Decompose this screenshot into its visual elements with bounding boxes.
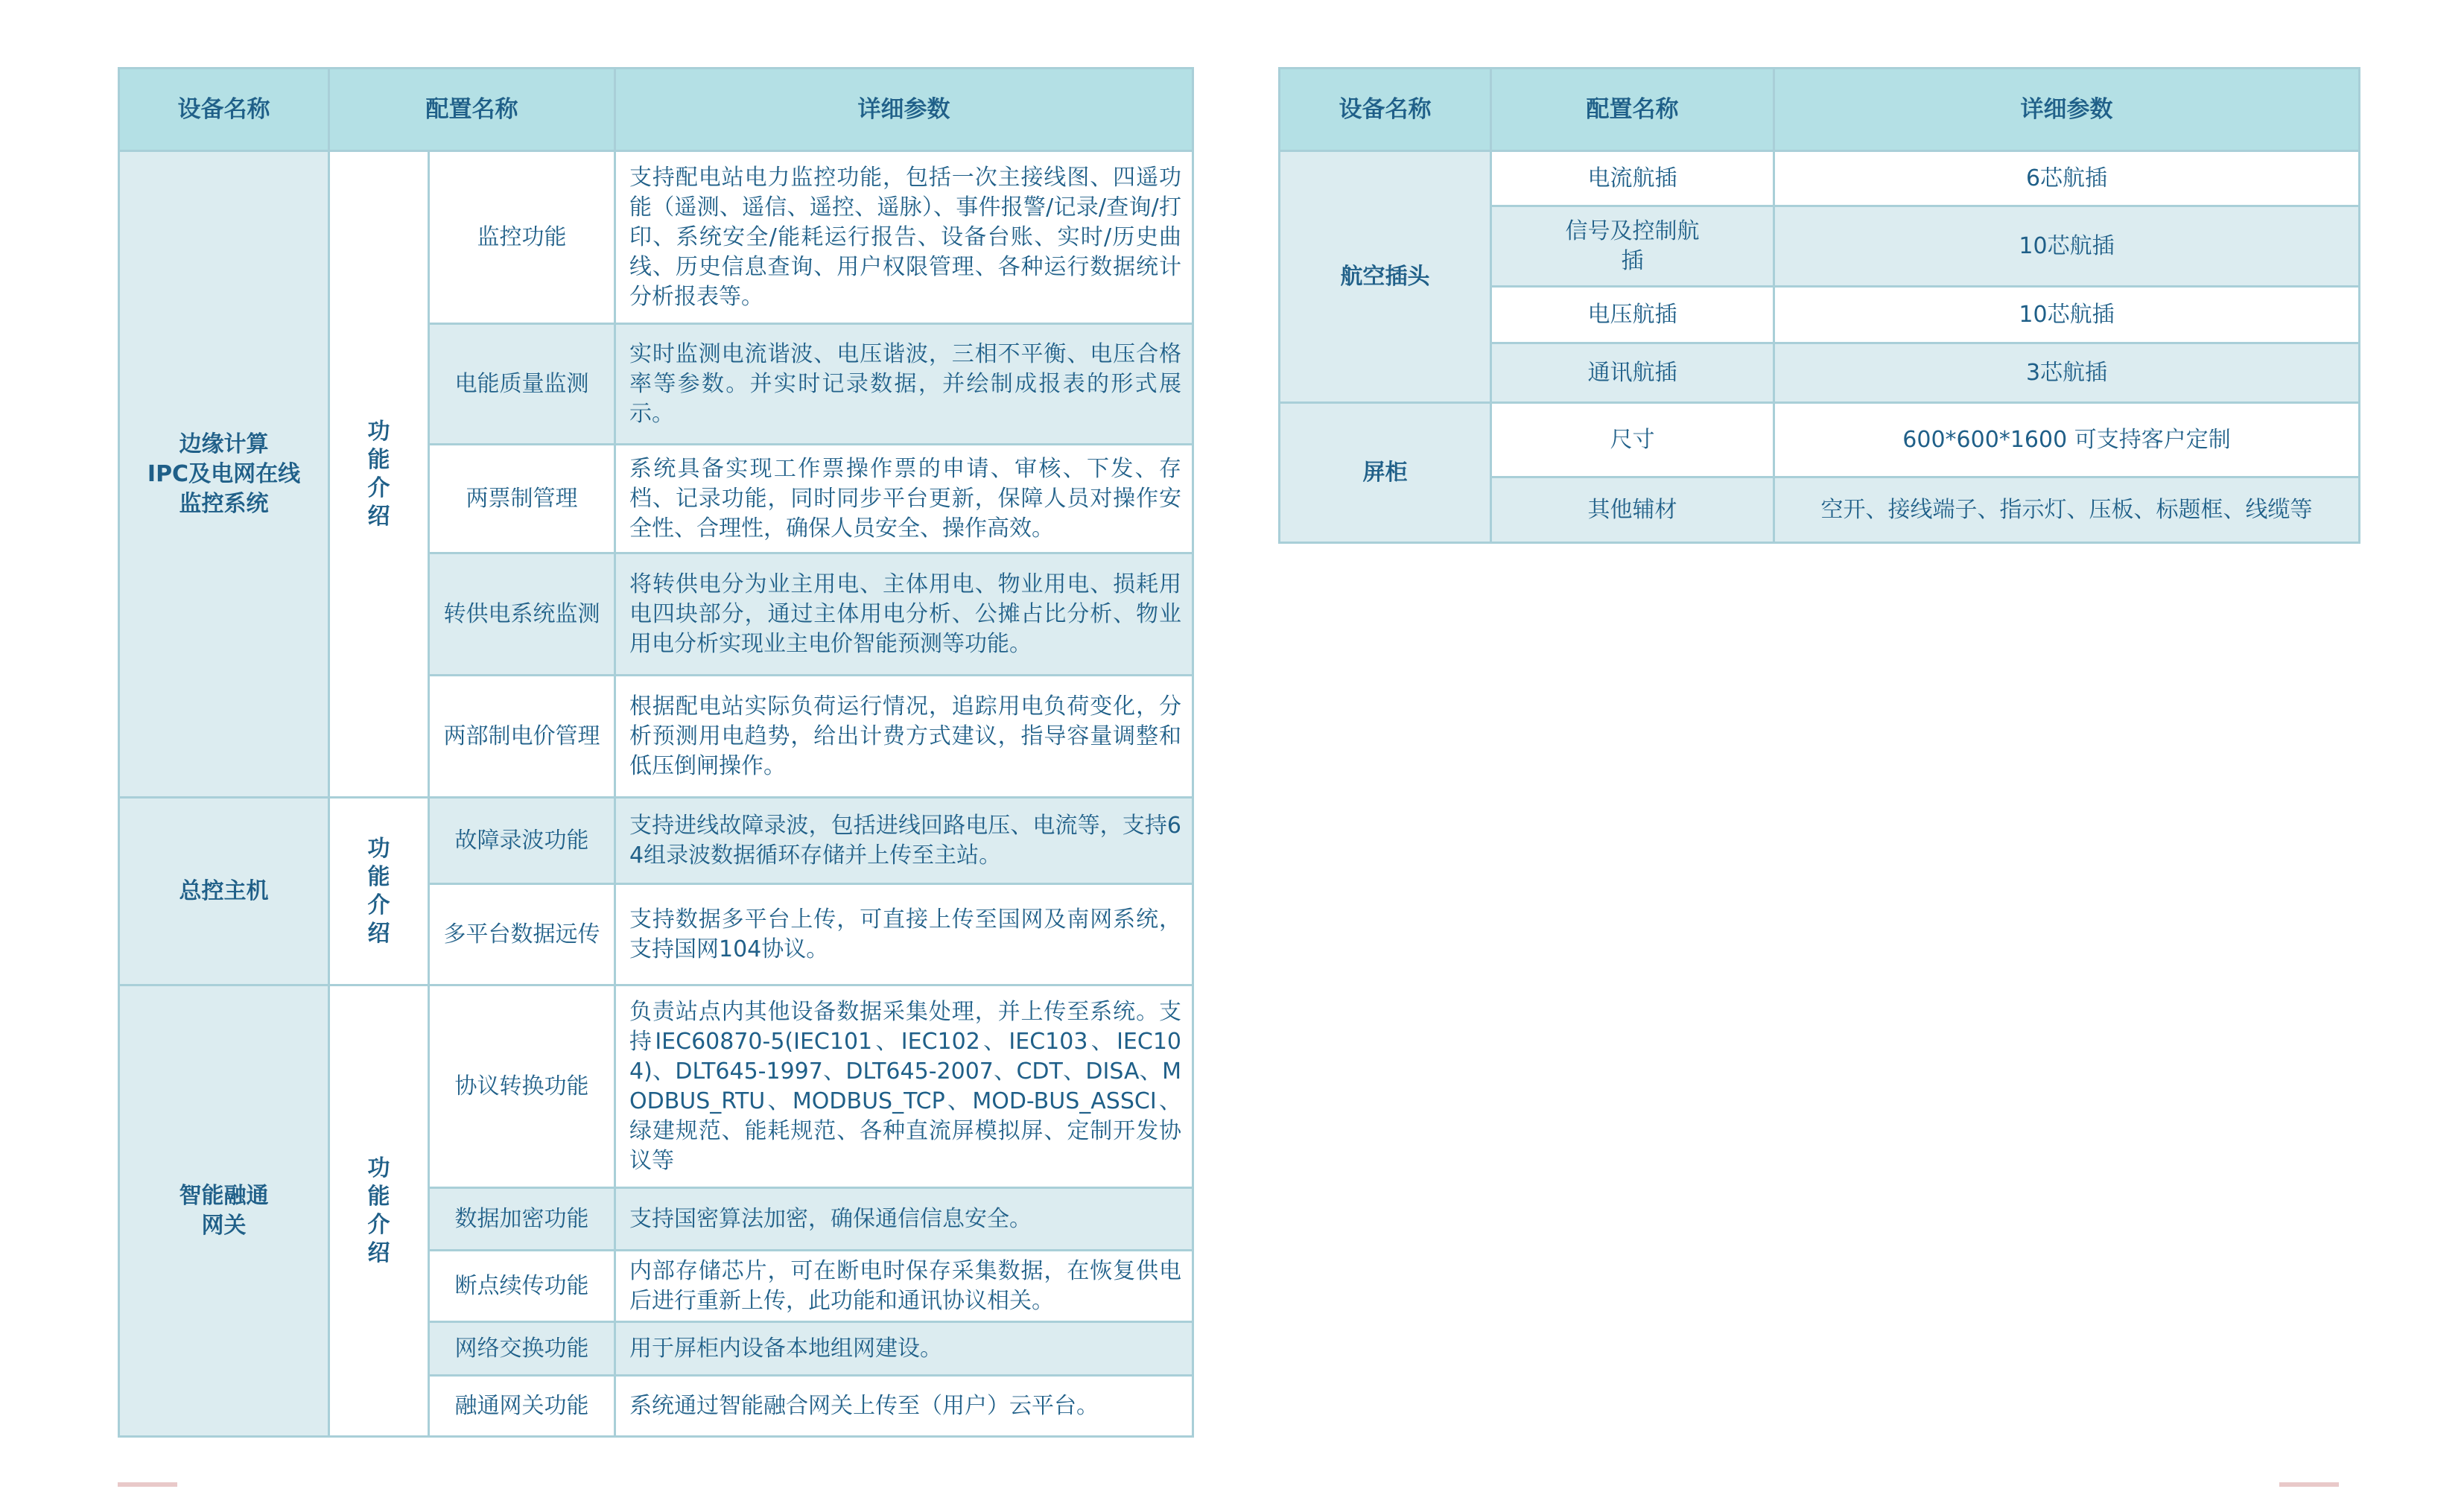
config-detail: 系统通过智能融合网关上传至（用户）云平台。 [615, 1376, 1193, 1437]
function-intro-label [329, 151, 429, 798]
function-intro-label [329, 798, 429, 985]
func-char: 介 [367, 474, 390, 501]
header-config-name: 配置名称 [329, 69, 615, 151]
config-detail: 用于屏柜内设备本地组网建设。 [615, 1322, 1193, 1376]
config-name: 电能质量监测 [429, 324, 615, 445]
func-char: 功 [367, 835, 390, 862]
config-name: 电压航插 [1491, 287, 1774, 343]
config-detail: 6芯航插 [1774, 151, 2360, 206]
config-name: 两票制管理 [429, 445, 615, 553]
config-detail: 负责站点内其他设备数据采集处理，并上传至系统。支持IEC60870-5(IEC101、IEC102、IEC103、IEC104)、DLT645-1997、DLT645-2007、CDT、DISA、MODBUS_RTU、MODBUS_TCP、MOD-BUS_ASSCI、绿建规范、能耗规范、各种直流屏模拟屏、定制开发协议等 [615, 985, 1193, 1188]
footer-mark-left [118, 1482, 177, 1487]
device-cell-smart-gateway [119, 985, 329, 1437]
header-config-name: 配置名称 [1491, 69, 1774, 151]
config-name: 融通网关功能 [429, 1376, 615, 1437]
func-char: 绍 [367, 1239, 390, 1266]
config-name: 通讯航插 [1491, 343, 1774, 403]
config-name-text: 信号及控制航插 [1565, 218, 1700, 274]
config-name: 故障录波功能 [429, 798, 615, 884]
header-device-name: 设备名称 [1280, 69, 1491, 151]
table-row [119, 985, 1193, 1188]
device-cell-cabinet: 屏柜 [1280, 403, 1491, 543]
device-line: 总控主机 [179, 877, 269, 904]
config-name: 尺寸 [1491, 403, 1774, 477]
device-line: 智能融通 [179, 1182, 269, 1209]
func-char: 绍 [367, 503, 390, 530]
device-line: 网关 [201, 1212, 247, 1239]
config-name: 电流航插 [1491, 151, 1774, 206]
header-detail-params: 详细参数 [615, 69, 1193, 151]
config-name: 多平台数据远传 [429, 884, 615, 985]
right-config-table [1278, 67, 2360, 544]
config-name: 断点续传功能 [429, 1251, 615, 1322]
config-detail: 空开、接线端子、指示灯、压板、标题框、线缆等 [1774, 477, 2360, 543]
table-row [119, 151, 1193, 324]
func-char: 能 [367, 1183, 390, 1210]
config-name: 转供电系统监测 [429, 553, 615, 676]
config-detail: 支持国密算法加密，确保通信信息安全。 [615, 1188, 1193, 1251]
config-detail: 支持数据多平台上传，可直接上传至国网及南网系统，支持国网104协议。 [615, 884, 1193, 985]
right-header-row [1280, 69, 2360, 151]
device-line: 边缘计算 [179, 431, 269, 457]
func-char: 介 [367, 1211, 390, 1238]
config-detail: 实时监测电流谐波、电压谐波，三相不平衡、电压合格率等参数。并实时记录数据，并绘制成报表的形式展示。 [615, 324, 1193, 445]
config-detail: 根据配电站实际负荷运行情况，追踪用电负荷变化，分析预测用电趋势，给出计费方式建议，指导容量调整和低压倒闸操作。 [615, 676, 1193, 798]
func-char: 绍 [367, 920, 390, 947]
device-cell-edge-ipc [119, 151, 329, 798]
config-name: 监控功能 [429, 151, 615, 324]
func-char: 功 [367, 1155, 390, 1181]
table-row [1280, 151, 2360, 206]
config-detail: 支持进线故障录波，包括进线回路电压、电流等，支持64组录波数据循环存储并上传至主站。 [615, 798, 1193, 884]
func-char: 能 [367, 446, 390, 473]
device-line: IPC及电网在线 [147, 460, 301, 487]
device-line: 监控系统 [179, 490, 269, 517]
func-char: 能 [367, 863, 390, 890]
device-cell-aviation-plug: 航空插头 [1280, 151, 1491, 403]
device-cell-master-host [119, 798, 329, 985]
config-name: 协议转换功能 [429, 985, 615, 1188]
table-row [1280, 403, 2360, 477]
config-detail: 10芯航插 [1774, 287, 2360, 343]
config-name: 其他辅材 [1491, 477, 1774, 543]
config-name: 两部制电价管理 [429, 676, 615, 798]
config-name: 数据加密功能 [429, 1188, 615, 1251]
footer-mark-right [2279, 1482, 2339, 1487]
config-name [1491, 206, 1774, 287]
left-config-table [118, 67, 1194, 1438]
config-detail: 内部存储芯片，可在断电时保存采集数据，在恢复供电后进行重新上传，此功能和通讯协议相关。 [615, 1251, 1193, 1322]
header-detail-params: 详细参数 [1774, 69, 2360, 151]
function-intro-label [329, 985, 429, 1437]
config-detail: 将转供电分为业主用电、主体用电、物业用电、损耗用电四块部分，通过主体用电分析、公摊占比分析、物业用电分析实现业主电价智能预测等功能。 [615, 553, 1193, 676]
func-char: 功 [367, 418, 390, 445]
left-header-row [119, 69, 1193, 151]
config-detail: 3芯航插 [1774, 343, 2360, 403]
func-char: 介 [367, 892, 390, 918]
config-detail: 600*600*1600 可支持客户定制 [1774, 403, 2360, 477]
config-detail: 系统具备实现工作票操作票的申请、审核、下发、存档、记录功能，同时同步平台更新，保障人员对操作安全性、合理性，确保人员安全、操作高效。 [615, 445, 1193, 553]
table-row [119, 798, 1193, 884]
config-detail: 支持配电站电力监控功能，包括一次主接线图、四遥功能（遥测、遥信、遥控、遥脉）、事件报警/记录/查询/打印、系统安全/能耗运行报告、设备台账、实时/历史曲线、历史信息查询、用户权限管理、各种运行数据统计分析报表等。 [615, 151, 1193, 324]
header-device-name: 设备名称 [119, 69, 329, 151]
config-name: 网络交换功能 [429, 1322, 615, 1376]
config-detail: 10芯航插 [1774, 206, 2360, 287]
